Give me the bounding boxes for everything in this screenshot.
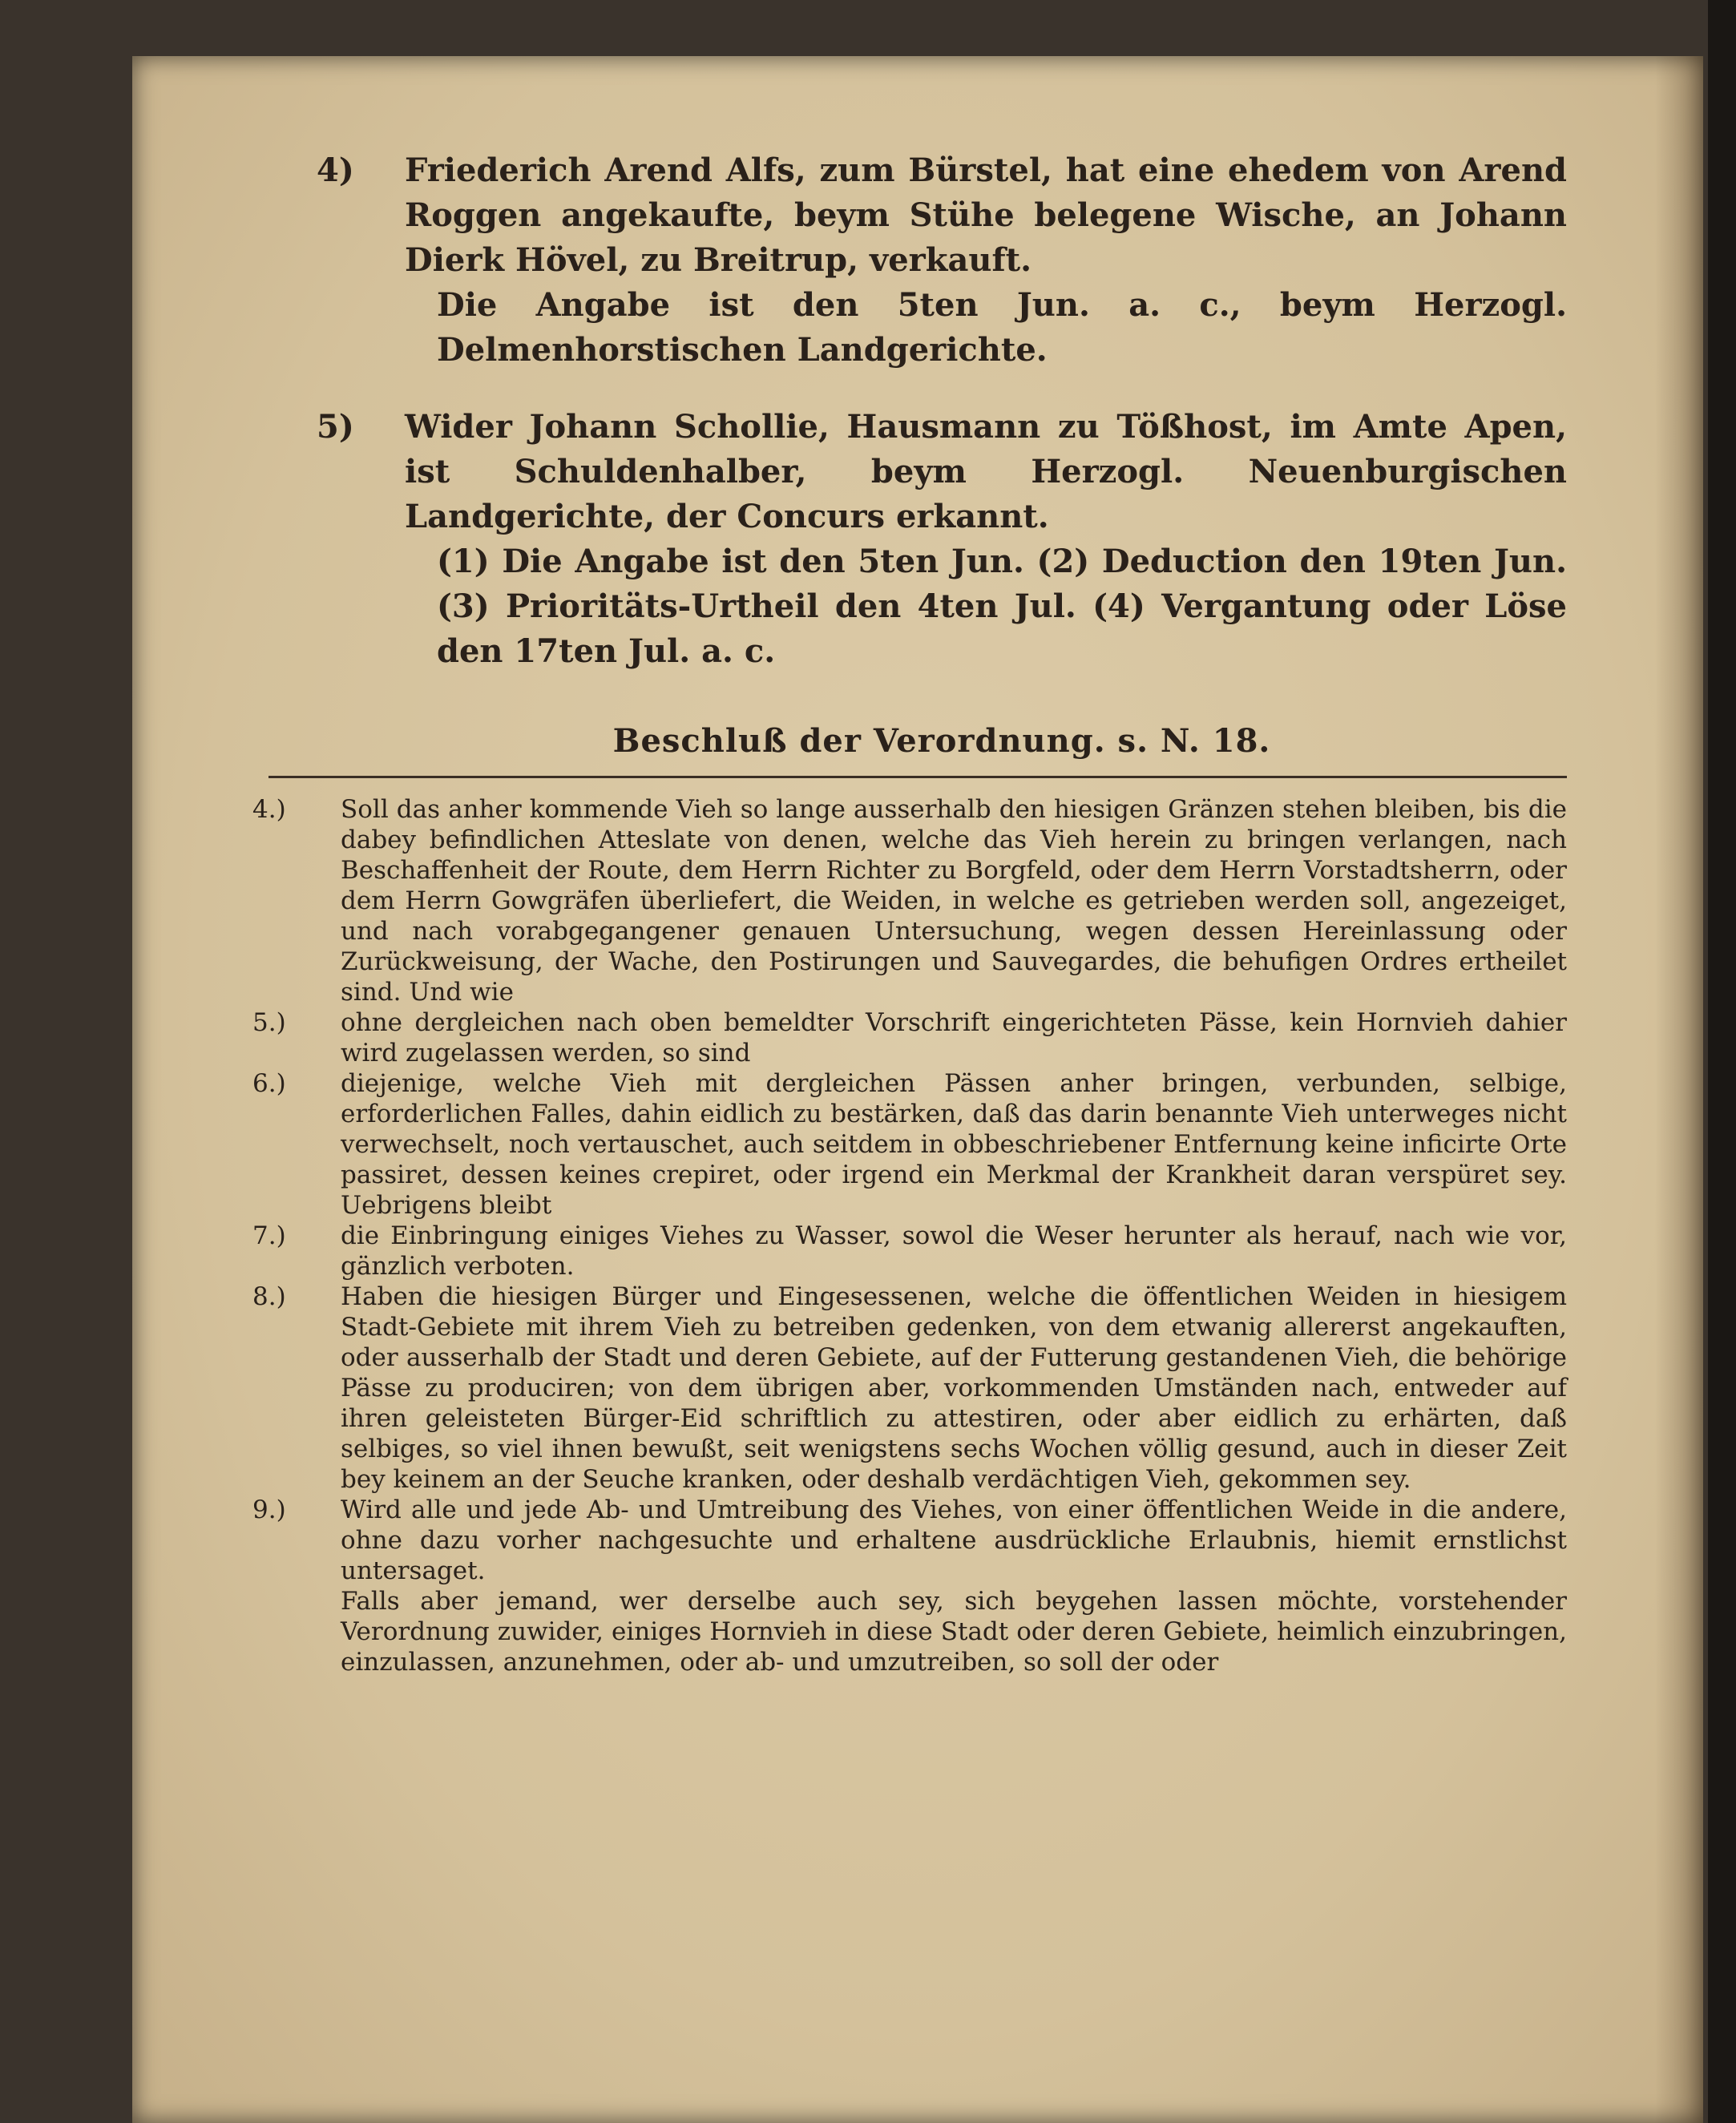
paragraph-text: die Einbringung einiges Viehes zu Wasser, sowol die Weser herunter als herauf, nach wie vor, gänzlich verboten. xyxy=(341,1221,1567,1281)
paragraph-number: 9.) xyxy=(252,1495,286,1524)
paragraph-text: Haben die hiesigen Bürger und Eingesessenen, welche die öffentlichen Weiden in hiesigem Stadt-Gebiete mit ihrem Vieh zu betreiben gedenken, von dem etwanig allererst angekauften, oder ausserhalb der Stadt und deren Gebiete, auf der Futterung gestandenen Vieh, die behörige Pässe zu produciren; von dem übrigen aber, vorkommenden Umständen nach, entweder auf ihren geleisteten Bürger-Eid schriftlich zu attestiren, oder aber eidlich zu erhärten, daß selbiges, so viel ihnen bewußt, seit wenigstens sechs Wochen völlig gesund, auch in dieser Zeit bey keinem an der Seuche kranken, oder deshalb verdächtigen Vieh, gekommen sey. xyxy=(341,1282,1567,1494)
paragraph-number: 7.) xyxy=(252,1221,286,1250)
closing-paragraph: Falls aber jemand, wer derselbe auch sey, sich beygehen lassen möchte, vorstehender Verordnung zuwider, einiges Hornvieh in diese Stadt oder deren Gebiete, heimlich einzubringen, einzulassen, anzunehmen, oder ab- und umzutreiben, so soll der oder xyxy=(341,1587,1567,1677)
notice-entry xyxy=(317,148,1567,373)
paragraph-number: 4.) xyxy=(252,795,286,824)
decree-paragraph xyxy=(252,1221,1567,1281)
paragraph-text: ohne dergleichen nach oben bemeldter Vorschrift eingerichteten Pässe, kein Hornvieh dahier wird zugelassen werden, so sind xyxy=(341,1008,1567,1068)
entry-number: 5) xyxy=(317,408,354,446)
scan-edge xyxy=(1708,0,1736,2123)
decree-paragraph xyxy=(252,794,1567,1007)
page-gutter-shadow xyxy=(1655,56,1703,2123)
notice-entry xyxy=(317,405,1567,674)
page-content xyxy=(252,148,1567,1677)
decree-paragraph xyxy=(252,1281,1567,1495)
entry-text: Friederich Arend Alfs, zum Bürstel, hat eine ehedem von Arend Roggen angekaufte, beym Stühe belegene Wische, an Johann Dierk Hövel, zu Breitrup, verkauft. xyxy=(405,151,1567,279)
horizontal-rule xyxy=(268,776,1567,778)
entry-note: (1) Die Angabe ist den 5ten Jun. (2) Deduction den 19ten Jun. (3) Prioritäts-Urtheil den 4ten Jul. (4) Vergantung oder Löse den 17ten Jul. a. c. xyxy=(437,543,1567,670)
decree-paragraph xyxy=(252,1495,1567,1586)
entry-note: Die Angabe ist den 5ten Jun. a. c., beym Herzogl. Delmenhorstischen Landgerichte. xyxy=(437,286,1567,369)
entry-text: Wider Johann Schollie, Hausmann zu Tößhost, im Amte Apen, ist Schuldenhalber, beym Herzogl. Neuenburgischen Landgerichte, der Concurs erkannt. xyxy=(405,408,1567,535)
paragraph-number: 8.) xyxy=(252,1282,286,1311)
section-heading: Beschluß der Verordnung. s. N. 18. xyxy=(612,722,1271,760)
decree-paragraph xyxy=(252,1068,1567,1221)
paragraph-text: diejenige, welche Vieh mit dergleichen Pässen anher bringen, verbunden, selbige, erforderlichen Falles, dahin eidlich zu bestärken, daß das darin benannte Vieh unterweges nicht verwechselt, noch vertauschet, auch seitdem in obbeschriebener Entfernung keine inficirte Orte passiret, dessen keines crepiret, oder irgend ein Merkmal der Krankheit daran verspüret sey. Uebrigens bleibt xyxy=(341,1069,1567,1220)
entry-number: 4) xyxy=(317,151,354,189)
paragraph-number: 6.) xyxy=(252,1069,286,1098)
paragraph-number: 5.) xyxy=(252,1008,286,1037)
paragraph-text: Wird alle und jede Ab- und Umtreibung des Viehes, von einer öffentlichen Weide in die andere, ohne dazu vorher nachgesuchte und erhaltene ausdrückliche Erlaubnis, hiemit ernstlichst untersaget. xyxy=(341,1495,1567,1585)
decree-paragraph xyxy=(252,1007,1567,1068)
paragraph-text: Soll das anher kommende Vieh so lange ausserhalb den hiesigen Gränzen stehen bleiben, bis die dabey befindlichen Atteslate von denen, welche das Vieh herein zu bringen verlangen, nach Beschaffenheit der Route, dem Herrn Richter zu Borgfeld, oder dem Herrn Vorstadtsherrn, oder dem Herrn Gowgräfen überliefert, die Weiden, in welche es getrieben werden soll, angezeiget, und nach vorabgegangener genauen Untersuchung, wegen dessen Hereinlassung oder Zurückweisung, der Wache, den Postirungen und Sauvegardes, die behufigen Ordres ertheilet sind. Und wie xyxy=(341,795,1567,1007)
